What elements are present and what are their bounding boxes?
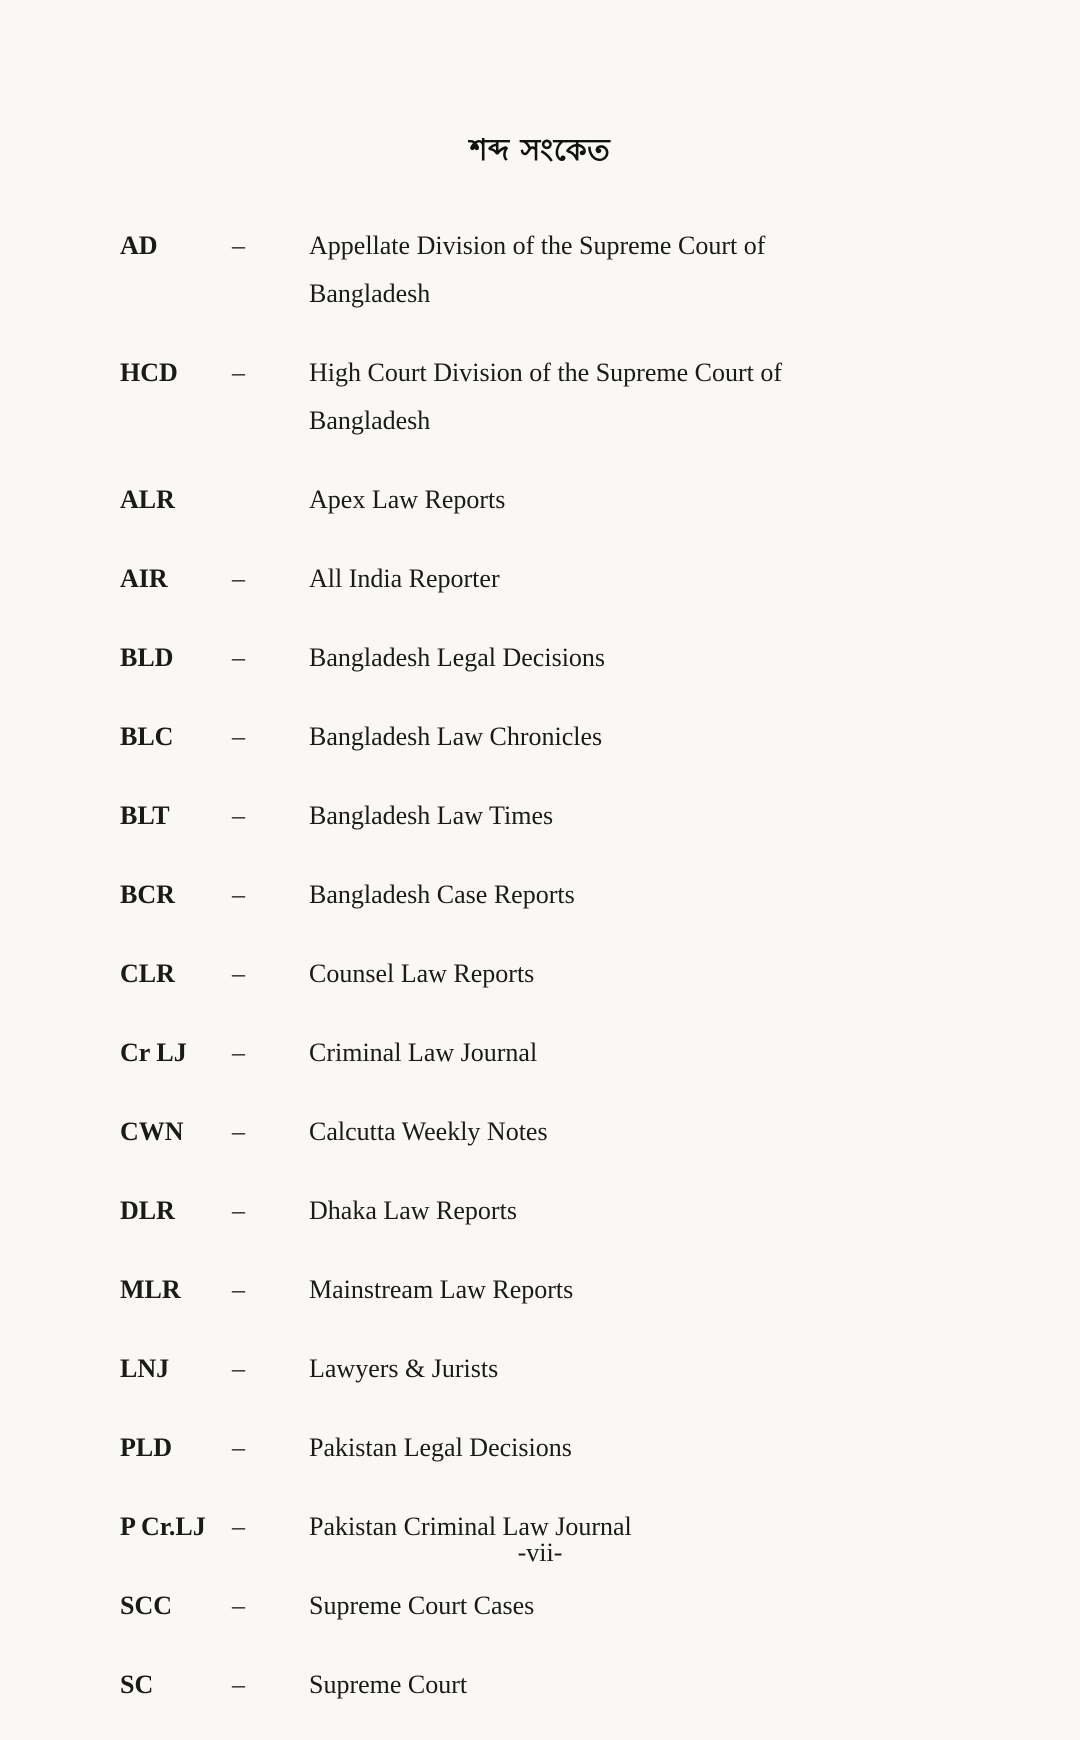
abbreviation: PLD xyxy=(120,1433,172,1462)
separator-dash: – xyxy=(232,1038,245,1067)
abbreviation-entry xyxy=(120,555,980,603)
abbreviation: Cr LJ xyxy=(120,1038,187,1067)
separator-dash: – xyxy=(232,959,245,988)
abbreviation: BLD xyxy=(120,643,174,672)
separator-dash: – xyxy=(232,643,245,672)
abbreviation-entry xyxy=(120,1424,980,1472)
page-number: -vii- xyxy=(517,1538,563,1567)
abbreviation: HCD xyxy=(120,358,178,387)
abbreviation: DLR xyxy=(120,1196,175,1225)
abbreviation-meaning: Bangladesh Case Reports xyxy=(309,880,575,909)
separator-dash: – xyxy=(232,1433,245,1462)
abbreviation-entry xyxy=(120,1108,980,1156)
abbreviation-meaning: Supreme Court Cases xyxy=(309,1591,535,1620)
abbreviation-meaning: All India Reporter xyxy=(309,564,500,593)
abbreviation-meaning: Appellate Division of the Supreme Court of Bangladesh xyxy=(309,231,766,308)
abbreviation: P Cr.LJ xyxy=(120,1512,206,1541)
page-title: শব্দ সংকেত xyxy=(469,133,611,168)
abbreviation-meaning: Supreme Court xyxy=(309,1670,468,1699)
abbreviation: BLT xyxy=(120,801,170,830)
abbreviation: LNJ xyxy=(120,1354,170,1383)
separator-dash: – xyxy=(232,1670,245,1699)
separator-dash: – xyxy=(232,231,245,260)
separator-dash: – xyxy=(232,1275,245,1304)
abbreviation: BLC xyxy=(120,722,174,751)
abbreviation: CLR xyxy=(120,959,175,988)
abbreviation-entry xyxy=(120,476,980,524)
abbreviation-entry xyxy=(120,871,980,919)
abbreviation-entry xyxy=(120,950,980,998)
abbreviation-meaning: Pakistan Criminal Law Journal xyxy=(309,1512,632,1541)
abbreviation-meaning: Dhaka Law Reports xyxy=(309,1196,517,1225)
abbreviation-meaning: Calcutta Weekly Notes xyxy=(309,1117,548,1146)
separator-dash: – xyxy=(232,801,245,830)
separator-dash: – xyxy=(232,1354,245,1383)
abbreviation-list xyxy=(120,222,980,1740)
abbreviation-entry xyxy=(120,1029,980,1077)
separator-dash: – xyxy=(232,1196,245,1225)
separator-dash: – xyxy=(232,722,245,751)
separator-dash: – xyxy=(232,564,245,593)
abbreviation-meaning: Counsel Law Reports xyxy=(309,959,535,988)
separator-dash: – xyxy=(232,880,245,909)
abbreviation-entry xyxy=(120,1345,980,1393)
abbreviation-entry xyxy=(120,792,980,840)
abbreviation-meaning: Bangladesh Legal Decisions xyxy=(309,643,606,672)
abbreviation: MLR xyxy=(120,1275,181,1304)
abbreviation-meaning: Bangladesh Law Times xyxy=(309,801,554,830)
separator-dash: – xyxy=(232,358,245,387)
abbreviation-entry xyxy=(120,1187,980,1235)
abbreviation-meaning: Mainstream Law Reports xyxy=(309,1275,574,1304)
separator-dash: – xyxy=(232,1512,245,1541)
abbreviation: SCC xyxy=(120,1591,173,1620)
separator-dash: – xyxy=(232,1591,245,1620)
abbreviation-meaning: High Court Division of the Supreme Court of Bangladesh xyxy=(309,358,783,435)
abbreviation-entry xyxy=(120,1661,980,1709)
abbreviation-entry xyxy=(120,713,980,761)
abbreviation: AD xyxy=(120,231,158,260)
separator-dash: – xyxy=(232,1117,245,1146)
abbreviation-entry xyxy=(120,1266,980,1314)
abbreviation-entry xyxy=(120,1582,980,1630)
abbreviation-entry xyxy=(120,634,980,682)
abbreviation-entry xyxy=(120,349,980,445)
abbreviation: BCR xyxy=(120,880,175,909)
abbreviation-entry xyxy=(120,222,980,318)
abbreviation-meaning: Bangladesh Law Chronicles xyxy=(309,722,603,751)
abbreviation: SC xyxy=(120,1670,154,1699)
abbreviation-meaning: Pakistan Legal Decisions xyxy=(309,1433,572,1462)
abbreviation: CWN xyxy=(120,1117,184,1146)
abbreviation-meaning: Lawyers & Jurists xyxy=(309,1354,499,1383)
abbreviation: ALR xyxy=(120,485,175,514)
abbreviation-meaning: Criminal Law Journal xyxy=(309,1038,538,1067)
abbreviation: AIR xyxy=(120,564,168,593)
abbreviation-meaning: Apex Law Reports xyxy=(309,485,506,514)
